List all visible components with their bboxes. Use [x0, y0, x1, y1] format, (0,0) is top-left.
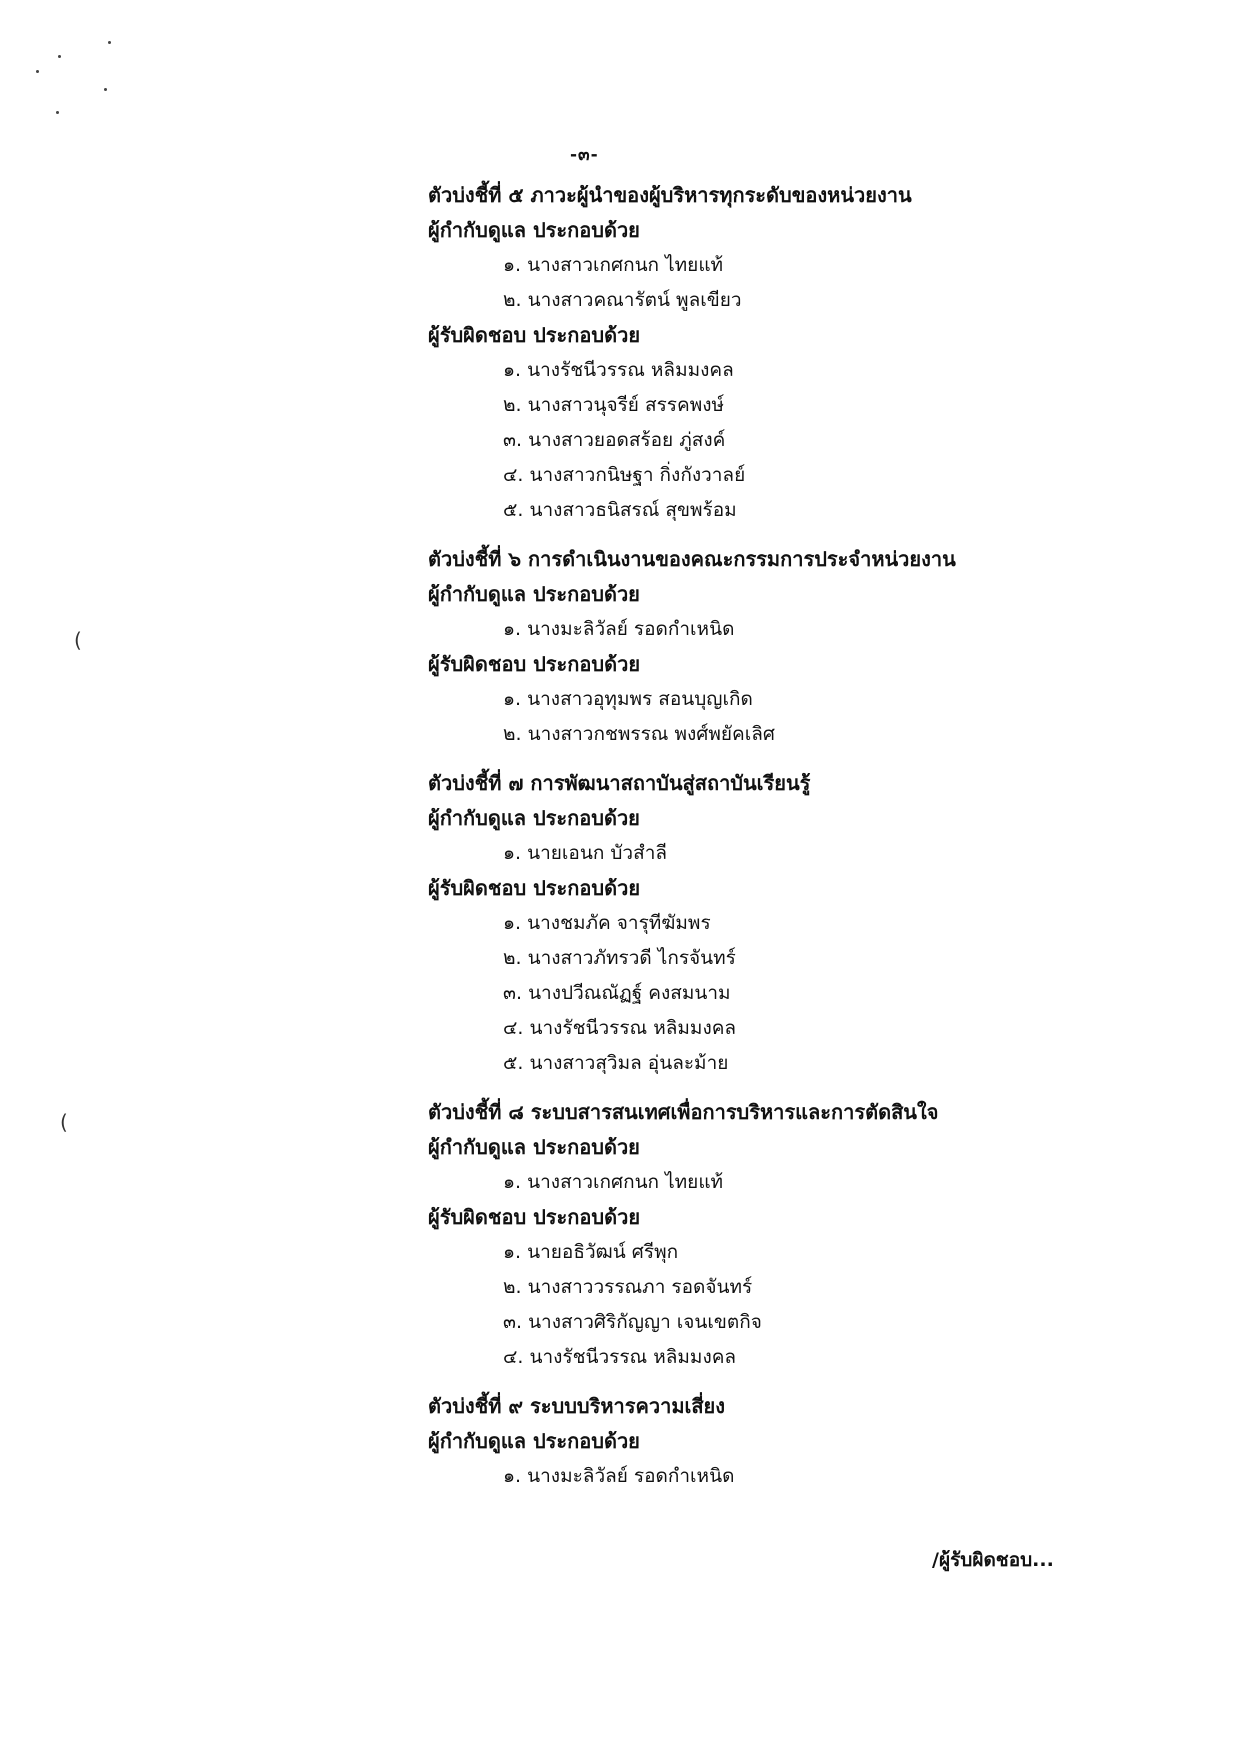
scan-speck	[36, 70, 39, 73]
supervisor-label: ผู้กำกับดูแล ประกอบด้วย	[428, 1135, 640, 1159]
list-item: ๔. นางรัชนีวรรณ หลิมมงคล	[503, 1346, 737, 1368]
section-heading: ตัวบ่งชี้ที่ ๖ การดำเนินงานของคณะกรรมการประจำหน่วยงาน	[428, 547, 956, 571]
list-item: ๒. นางสาวคณารัตน์ พูลเขียว	[503, 289, 742, 311]
list-item: ๑. นางสาวเกศกนก ไทยแท้	[503, 254, 724, 276]
document-body	[428, 178, 1208, 1494]
list-item: ๓. นางสาวยอดสร้อย ภู่สงค์	[503, 429, 726, 451]
list-item: ๑. นางสาวอุทุมพร สอนบุญเกิด	[503, 688, 753, 710]
indicator-7-section	[428, 766, 1208, 1081]
list-item: ๑. นางมะลิวัลย์ รอดกำเหนิด	[503, 1465, 735, 1487]
indicator-8-section	[428, 1095, 1208, 1375]
list-item: ๔. นางสาวกนิษฐา กิ่งกังวาลย์	[503, 464, 746, 486]
responsible-label: ผู้รับผิดชอบ ประกอบด้วย	[428, 1205, 641, 1229]
scan-speck	[56, 111, 59, 114]
supervisor-label: ผู้กำกับดูแล ประกอบด้วย	[428, 218, 640, 242]
section-heading: ตัวบ่งชี้ที่ ๘ ระบบสารสนเทศเพื่อการบริหารและการตัดสินใจ	[428, 1100, 939, 1124]
list-item: ๑. นางชมภัค จารุทีฆัมพร	[503, 912, 711, 934]
page-number: -๓-	[570, 145, 599, 165]
list-item: ๕. นางสาวธนิสรณ์ สุขพร้อม	[503, 499, 737, 521]
list-item: ๒. นางสาวภัทรวดี ไกรจันทร์	[503, 947, 736, 969]
list-item: ๓. นางปวีณณัฏฐ์ คงสมนาม	[503, 982, 731, 1004]
list-item: ๓. นางสาวศิริกัญญา เจนเขตกิจ	[503, 1311, 762, 1333]
list-item: ๑. นางรัชนีวรรณ หลิมมงคล	[503, 359, 734, 381]
list-item: ๑. นายอธิวัฒน์ ศรีพุก	[503, 1241, 679, 1263]
supervisor-label: ผู้กำกับดูแล ประกอบด้วย	[428, 806, 640, 830]
list-item: ๕. นางสาวสุวิมล อุ่นละม้าย	[503, 1052, 729, 1074]
continuation-note: /ผู้รับผิดชอบ...	[932, 1549, 1054, 1571]
scan-speck	[108, 41, 111, 44]
list-item: ๑. นายเอนก บัวสำลี	[503, 842, 668, 864]
supervisor-label: ผู้กำกับดูแล ประกอบด้วย	[428, 1429, 640, 1453]
list-item: ๑. นางมะลิวัลย์ รอดกำเหนิด	[503, 618, 735, 640]
list-item: ๒. นางสาวนุจรีย์ สรรคพงษ์	[503, 394, 725, 416]
list-item: ๔. นางรัชนีวรรณ หลิมมงคล	[503, 1017, 737, 1039]
list-item: ๒. นางสาวกชพรรณ พงศ์พยัคเลิศ	[503, 723, 775, 745]
section-heading: ตัวบ่งชี้ที่ ๙ ระบบบริหารความเสี่ยง	[428, 1394, 726, 1418]
responsible-label: ผู้รับผิดชอบ ประกอบด้วย	[428, 876, 641, 900]
supervisor-label: ผู้กำกับดูแล ประกอบด้วย	[428, 582, 640, 606]
indicator-5-section	[428, 178, 1208, 528]
indicator-9-section	[428, 1389, 1208, 1494]
section-heading: ตัวบ่งชี้ที่ ๗ การพัฒนาสถาบันสู่สถาบันเรียนรู้	[428, 771, 811, 795]
responsible-label: ผู้รับผิดชอบ ประกอบด้วย	[428, 323, 641, 347]
section-heading: ตัวบ่งชี้ที่ ๕ ภาวะผู้นำของผู้บริหารทุกระดับของหน่วยงาน	[428, 183, 912, 207]
list-item: ๑. นางสาวเกศกนก ไทยแท้	[503, 1171, 724, 1193]
scan-speck	[58, 55, 61, 58]
indicator-6-section	[428, 542, 1208, 752]
hole-punch-mark: (	[60, 1110, 68, 1134]
hole-punch-mark: (	[74, 628, 82, 652]
scan-speck	[104, 88, 107, 91]
responsible-label: ผู้รับผิดชอบ ประกอบด้วย	[428, 652, 641, 676]
list-item: ๒. นางสาววรรณภา รอดจันทร์	[503, 1276, 753, 1298]
